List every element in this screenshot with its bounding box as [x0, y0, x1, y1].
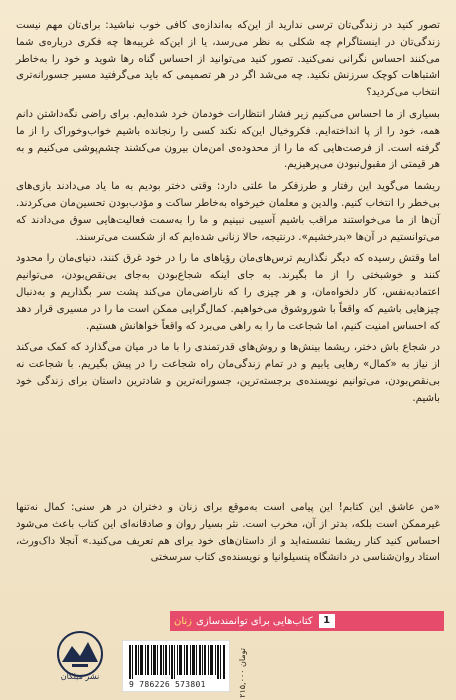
barcode-number: 9 786226 573801: [129, 680, 206, 689]
description-block: [16, 18, 440, 413]
paragraph-5: در شجاع باش دختر، ریشما بینش‌ها و روش‌های قدرتمندی را با ما در میان می‌گذارد که کمک می‌کند از نیاز به «کمال» رهایی یابیم و در تمام زندگی‌مان راه شجاعت را در پیش بگیریم. با شجاعت نه بی‌نقص‌بودن، می‌توانیم نویسنده‌ی برجسته‌ترین، جسورانه‌ترین و شادترین داستان برای زندگی خود باشیم.: [16, 342, 440, 404]
series-label: کتاب‌هایی برای توانمندسازی: [196, 615, 313, 627]
series-highlight: زنان: [174, 615, 193, 627]
barcode-icon: [129, 645, 225, 679]
paragraph-3: ریشما می‌گوید این رفتار و طرزفکر ما علتی دارد: وقتی دختر بودیم به ما یاد می‌دادند بازی‌های بی‌خطر را انتخاب کنیم. والدین و معلمان خیرخواه به‌خاطر ساکت و مؤدب‌بودن تحسین‌مان می‌کردند. آن‌ها از ما می‌خواستند مراقب باشیم آسیبی نبینیم و ما را به‌سمت فعالیت‌هایی سوق می‌دادند که می‌توانستیم در آن‌ها «بدرخشیم». درنتیجه، حالا زنانی شده‌ایم که از شکست می‌ترسند.: [16, 181, 440, 243]
paragraph-2: بسیاری از ما احساس می‌کنیم زیر فشار انتظارات خودمان خرد شده‌ایم. برای راضی نگه‌داشتن دانم همه، خود را از پا انداخته‌ایم. فکروخیال این‌که نکند کسی را رنجانده باشیم خواب‌وخوراک را از ما گرفته است. از فرصت‌هایی که ما را از محدوده‌ی امن‌مان بیرون می‌کشند چشم‌پوشی می‌کنیم و به هر قیمتی از مقبول‌نبودن می‌پرهیزیم.: [16, 108, 440, 171]
publisher-name: نشر میلکان: [60, 672, 100, 681]
price-label: ۲۱۵,۰۰۰ تومان: [238, 648, 247, 698]
series-number: 1: [319, 614, 335, 628]
paragraph-1: تصور کنید در زندگی‌تان ترسی ندارید از این‌که به‌اندازه‌ی کافی خوب نباشید: برای‌تان مهم نیست زندگی‌تان در اینستاگرام چه شکلی به نظر می‌رسد، یا از این‌که غریبه‌ها چه فکری درباره‌ی شما می‌کنند احساس نگرانی نمی‌کنید. تصور کنید می‌توانید از احساس گناه رها شوید و خود را به‌خاطر اشتباهات کوچک سرزنش نکنید. چه می‌شد اگر در هر تصمیمی که باید می‌گرفتید مسیر جسورانه‌تری انتخاب می‌کردید؟: [16, 20, 440, 99]
barcode-block: [122, 640, 230, 692]
paragraph-4: اما وقتش رسیده که دیگر نگذاریم ترس‌های‌مان رؤیاهای ما را در خود غرق کنند، دنیای‌مان را محدود کنند و خوشبختی را از ما بگیرند. به جای اینکه شجاع‌بودن به‌جای بی‌نقص‌بودن، می‌توانیم اعتمادبه‌نفس، کار دلخواه‌مان، و هر چیزی را که ناراضی‌مان می‌کند پشت سر بگذاریم و به‌دنبال چیزهایی باشیم که واقعاً با شوروشوق می‌خواهیم. کمال‌گرایی ممکن است ما را در مسیری قرار دهد که احساس امنیت کنیم، اما شجاعت ما را به راهی می‌برد که واقعاً خواهانش هستیم.: [16, 253, 440, 332]
series-bar: [170, 611, 444, 631]
testimonial-text: «من عاشق این کتابم! این پیامی است به‌موقع برای زنان و دختران در هر سنی: کمال نه‌تنها غیرممکن است بلکه، بدتر از آن، مخرب است. نثر بسیار روان و صادقانه‌ای این کتاب باعث می‌شود احساس کنید کنار ریشما نشسته‌اید و از داستان‌های خود برای هم تعریف می‌کنید.» آنجلا داک‌ورث، استاد روان‌شناسی در دانشگاه پنسیلوانیا و نویسنده‌ی کتاب سرسختی: [16, 502, 440, 564]
testimonial-block: [16, 500, 440, 567]
